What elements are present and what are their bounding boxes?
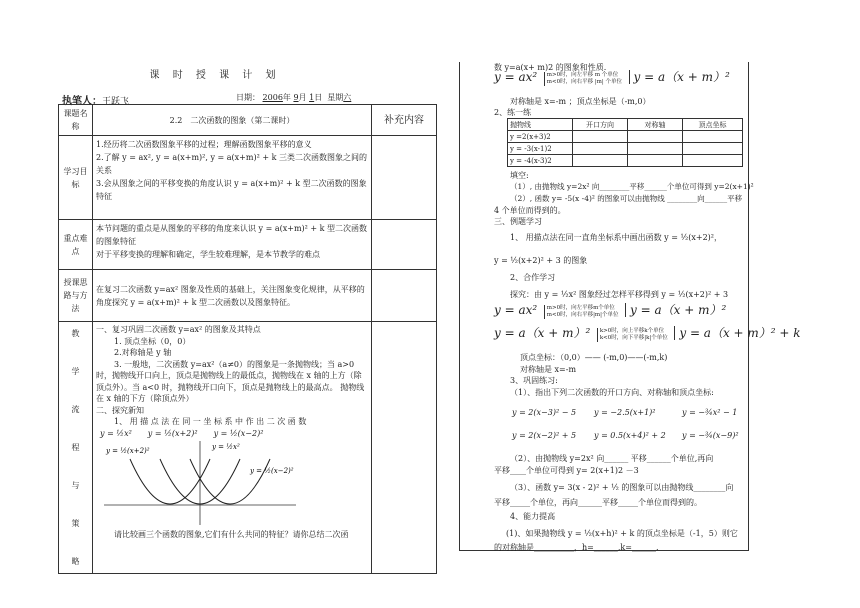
day-suffix: 日 [314, 93, 323, 102]
approach-label: 授课思路与方法 [59, 270, 93, 322]
eq-5: y = 0.5(x+4)² + 2 [594, 431, 666, 440]
s4a: (1)、如果抛物线 y = ½(x+h)² + k 的顶点坐标是（-1，5）则它 [506, 529, 738, 538]
author-name: 王跃飞 [102, 97, 130, 107]
s3-3: 3、巩固练习: [510, 376, 558, 385]
flow-s2c: 请比较画三个函数的图象,它们有什么共同的特征？请你总结二次函 [114, 530, 349, 539]
fill-2b: 4 个单位而得到的。 [494, 206, 566, 215]
s4: 4、能力提高 [510, 512, 556, 521]
s3-2b-down: m<0时，向右平移|m|个单位 [546, 312, 619, 318]
date-year: 2006 [262, 93, 283, 102]
s3-2b-up: m>0时，向左平移m个单位 [546, 305, 615, 311]
s3-2a: 探究：由 y = ½x² 图象经过怎样平移得到 y = ½(x+2)² + 3 [510, 290, 729, 299]
graph-label-right: y = ½(x−2)² [250, 467, 294, 475]
s3-3e: 平移_____个单位，再向______平移_____个单位而得到的。 [494, 498, 702, 507]
s3-2c-main: y = a（x + m）² [494, 326, 591, 340]
key-label: 重点难点 [59, 220, 93, 270]
graph-label-left: y = ½(x+2)² [106, 447, 150, 455]
goal-1: 1.经历将二次函数图象平移的过程；理解函数图象平移的意义 [96, 140, 312, 149]
fill-label: 填空: [510, 171, 529, 180]
eq-2: y = −2.5(x+1)² [594, 408, 656, 417]
flow-s2b: y = ½x² y = ½(x+2)² y = ½(x−2)² [100, 428, 264, 438]
flow-s2: 二、探究新知 [96, 405, 144, 415]
date-label: 日期： [236, 93, 260, 102]
month-suffix: 月 [298, 93, 307, 102]
ex-row-3: y = -4(x-3)2 [508, 155, 573, 167]
topic-label: 课题名称 [59, 105, 93, 136]
approach: 在复习二次函数 y=ax² 图象及性质的基础上，关注图象变化规律，从平移的角度探究 y = a(x+m)² + k 型二次函数以及图象特征。 [93, 270, 372, 322]
r2-up: m>0时，向左平移 m 个单位 [546, 72, 619, 78]
ex-header-4: 顶点坐标 [683, 119, 743, 131]
practice-table [507, 118, 743, 167]
curve-y-half-x-plus-2 [130, 459, 210, 504]
s3-2c-down: k<0时，向下平移|k|个单位 [599, 335, 668, 341]
key-point-2: 对于平移变换的理解和确定，学生较难理解，是本节教学的难点 [96, 250, 320, 259]
r2-down: m<0时，向右平移 |m| 个单位 [546, 79, 622, 85]
flow-s1a: 1. 顶点坐标（0，0） [114, 336, 191, 346]
s3-2: 2、合作学习 [510, 273, 556, 282]
lesson-plan-table [58, 104, 437, 574]
s3: 三、例题学习 [494, 217, 542, 226]
s3-1: 1、 用描点法在同一直角坐标系中画出函数 y = ½(x+2)²， [510, 233, 722, 242]
r2-result: y = a（x + m）² [629, 70, 730, 84]
s3-2b-block [494, 305, 726, 319]
flow-s2a: 1、 用 描 点 法 在 同 一 坐 标 系 中 作 出 二 次 函 数 [114, 417, 307, 426]
topic: 2.2 二次函数的图象（第二课时） [93, 105, 372, 136]
r1: 数 y=a(x+ m)2 的图象和性质. [494, 63, 607, 72]
flow-label: 教 学 流 程 与 策 略 [59, 322, 93, 574]
ex-header-3: 对称轴 [628, 119, 683, 131]
s3-3d: （3）、函数 y= 3(x - 2)² + ½ 的图象可以由抛物线________向 [510, 483, 734, 492]
ex-row-1: y =2(x+3)2 [508, 131, 573, 143]
fill-1: （1）, 由抛物线 y=2x² 向________平移______个单位可得到 y=2(x+1)² [510, 182, 754, 191]
fill-2: （2）, 函数 y= -5(x -4)² 的图象可以由抛物线 ________向______平移 [510, 194, 743, 203]
s3-2c-block [494, 328, 801, 342]
s3-2b-main: y = ax² [494, 303, 538, 317]
eq-3: y = −¾x² − 1 [682, 408, 738, 417]
ex-row-2: y = -3(x-1)2 [508, 143, 573, 155]
page-title: 课 时 授 课 计 划 [149, 70, 281, 81]
s3-2d: 顶点坐标：（0,0）—— (-m,0)——(-m,k) [520, 353, 668, 362]
date-line [236, 92, 351, 103]
date-day: 1 [309, 93, 315, 102]
graph-label-mid: y = ½x² [212, 443, 240, 451]
s3-2c-result: y = a（x + m）² + k [674, 326, 800, 340]
r2-main: y = ax² [494, 70, 538, 84]
author-label: 执笔人： [62, 96, 102, 107]
key-point-1: 本节问题的重点是从图象的平移的角度来认识 y = a(x+m)² + k 型二次函数的图象特征 [96, 224, 368, 246]
eq-6: y = −¾(x−9)² [682, 431, 739, 440]
flow [93, 322, 372, 574]
eq-1: y = 2(x−3)² − 5 [512, 408, 577, 417]
s3-3b: （2）、由抛物线 y=2x² 向______ 平移______个单位,再向 [510, 454, 714, 463]
s3-2b-result: y = a（x + m）² [625, 303, 726, 317]
weekday-label: 星期 [327, 93, 344, 102]
s3-2c-up: k>0时，向上平移k个单位 [599, 328, 665, 334]
key-points [93, 220, 372, 270]
r4: 2、练一练 [494, 108, 532, 117]
eq-4: y = 2(x−2)² + 5 [512, 431, 577, 440]
year-suffix: 年 [282, 93, 291, 102]
r2-block [494, 72, 730, 86]
ex-header-1: 抛物线 [508, 119, 573, 131]
parabola-graph [100, 439, 300, 527]
goal-2: 2.了解 y = ax², y = a(x+m)², y = a(x+m)² + k 三类二次函数图象之间的关系 [96, 153, 367, 175]
supplement-label: 补充内容 [372, 105, 437, 136]
s3-1b: y = ½(x+2)² + 3 的图象 [494, 256, 588, 265]
flow-s1b: 2.对称轴是 y 轴 [114, 348, 172, 357]
ex-header-2: 开口方向 [573, 119, 628, 131]
s3-3c: 平移____个单位可得到 y= 2(x+1)2 －3 [494, 466, 639, 475]
s3-3a: （1）、指出下列二次函数的开口方向、对称轴和顶点坐标: [510, 388, 714, 397]
curve-y-half-x-minus-2 [190, 459, 270, 504]
goal-3: 3.会从图象之间的平移变换的角度认识 y = a(x+m)² + k 型二次函数的图象特征 [96, 179, 367, 201]
weekday: 六 [343, 93, 352, 102]
s4b: 的对称轴是__________，h=______,k=______. [494, 543, 659, 552]
r3: 对称轴是 x=-m ；顶点坐标是（-m,0） [510, 97, 651, 106]
goals [93, 136, 372, 220]
flow-s1: 一、复习巩固二次函数 y=ax² 的图象及其特点 [96, 325, 261, 334]
goals-label: 学习目标 [59, 136, 93, 220]
s3-2e: 对称轴是 x=-m [520, 365, 577, 374]
date-month: 9 [293, 93, 299, 102]
flow-s1c: 3. 一般地，二次函数 y=ax²（a≠0）的图象是一条抛物线；当 a>0 时，抛物线开口向上，顶点是抛物线上的最低点，抛物线在 x 轴的上方（除顶点外）。当 a<0 时，抛物线开口向下，顶点是抛物线上的最高点。 抛物线在 x 轴的下方（除顶点外） [96, 359, 365, 403]
